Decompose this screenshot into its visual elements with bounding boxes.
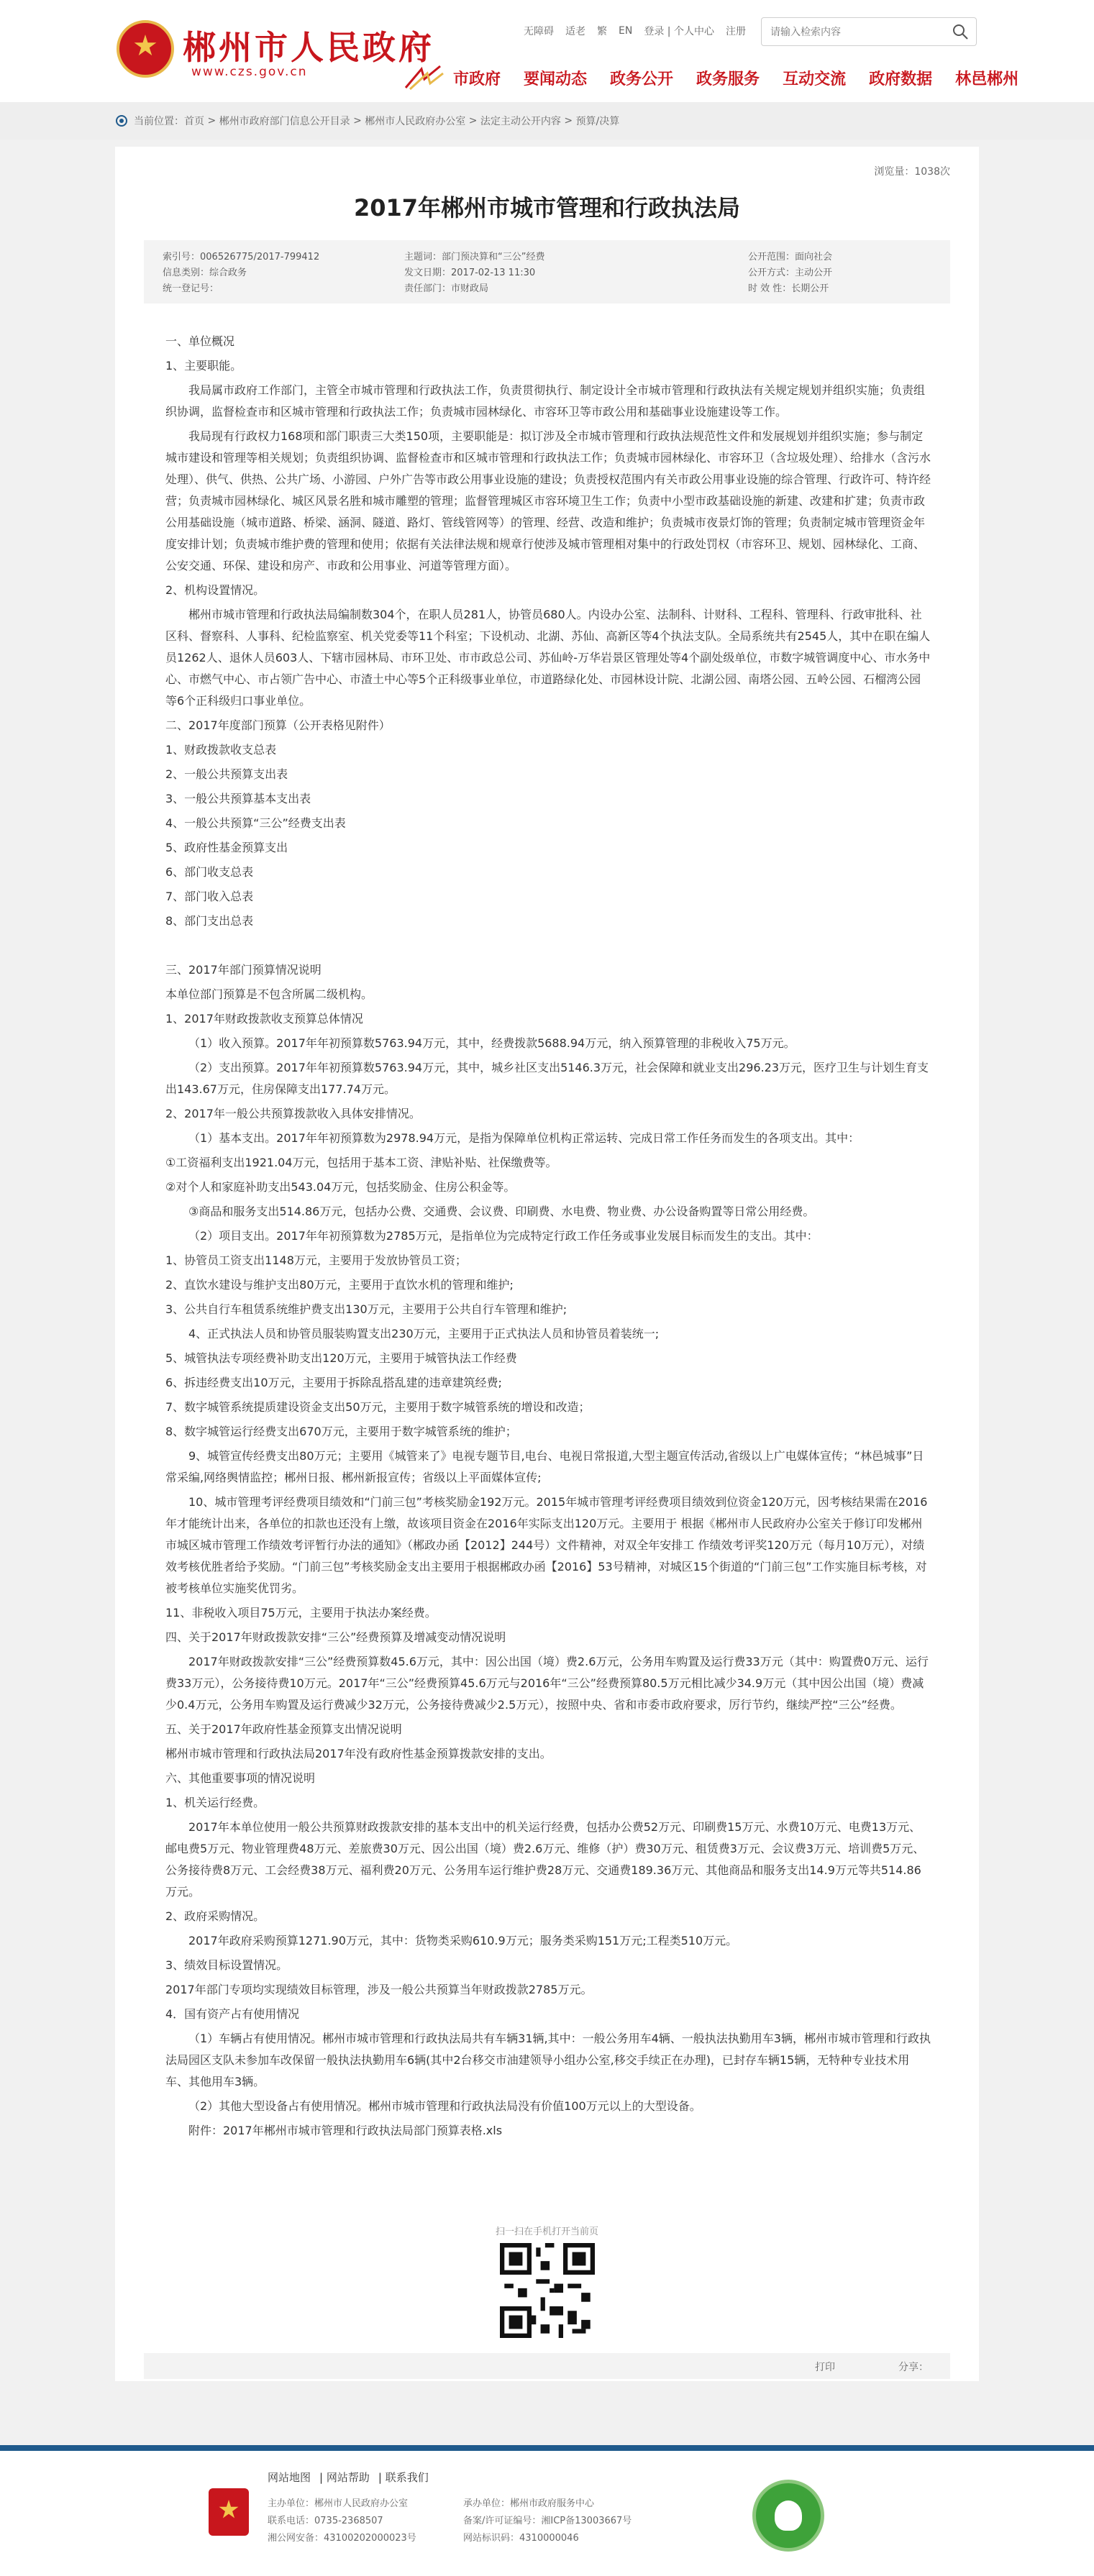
meta-scope: 公开范围：面向社会 bbox=[748, 252, 833, 262]
article-paragraph: 我局现有行政权力168项和部门职责三大类150项，主要职能是：拟订涉及全市城市管理和行政执法规范性文件和发展规划并组织实施；参与制定城市建设和管理等相关规划；负责组织协调、监督检查市和区城市管理和行政执法工作；负责城市园林绿化、市容环卫（含垃圾处理）、给排水（含污水处理）、供气、供热、公共广场、小游园、户外广告等市政公用事业设施的建设；负责授权范围内有关市政公用事业设施的综合管理、行政许可、特许经营；负责城市园林绿化、城区风景名胜和城市雕塑的管理；监督管理城区市容环境卫生工作；负责中小型市政基础设施的新建、改建和扩建；负责市政公用基础设施（城市道路、桥梁、涵洞、隧道、路灯、管线管网等）的管理、经营、改造和维护；负责城市夜景灯饰的管理；负责制定城市管理资金年度安排计划；负责城市维护费的管理和使用；依据有关法律法规和规章行使涉及城市管理相对集中的行政处罚权（市容环卫、规划、园林绿化、工商、公安交通、环保、建设和房产、市政和公用事业、河道等管理方面）。 bbox=[165, 429, 931, 572]
accessibility-link[interactable]: 无障碍 bbox=[524, 26, 554, 37]
article-paragraph: 1、2017年财政拨款收支预算总体情况 bbox=[165, 1012, 363, 1026]
footer-security-record: 湘公网安备：43100202000023号 bbox=[268, 2533, 416, 2544]
print-button[interactable]: 打印 bbox=[815, 2362, 835, 2373]
main-nav bbox=[403, 63, 1041, 92]
article-paragraph: 2、直饮水建设与维护支出80万元，主要用于直饮水机的管理和维护; bbox=[165, 1278, 514, 1292]
party-government-badge-icon[interactable] bbox=[209, 2488, 249, 2536]
footer-phone: 联系电话：0735-2368507 bbox=[268, 2516, 383, 2526]
article-paragraph: 2017年政府采购预算1271.90万元，其中：货物类采购610.9万元；服务类采购151万元;工程类510万元。 bbox=[188, 1934, 738, 1947]
article-paragraph: 我局属市政府工作部门，主管全市城市管理和行政执法工作，负责贯彻执行、制定设计全市城市管理和行政执法有关规定规划并组织实施；负责组织协调，监督检查市和区城市管理和行政执法工作；负责城市园林绿化、市容环卫等市政公用和基础事业设施建设等工作。 bbox=[165, 383, 926, 419]
article-paragraph: 1、机关运行经费。 bbox=[165, 1796, 265, 1809]
footer-sponsor: 主办单位：郴州市人民政府办公室 bbox=[268, 2498, 409, 2509]
view-count: 浏览量：1038次 bbox=[874, 166, 950, 178]
article-paragraph: 2017年财政拨款安排“三公”经费预算数45.6万元，其中：因公出国（境）费2.6万元，公务用车购置及运行费33万元（其中：购置费0万元、运行费33万元），公务接待费10万元。2017年“三公”经费预算45.6万元与2016年“三公”经费预算80.5万元相比减少34.9万元（其中因公出国（境）费减少0.4万元，公务用车购置及运行费减少32万元，公务接待费减少2.5万元），按照中央、省和市委市政府要求，厉行节约，继续严控“三公”经费。 bbox=[165, 1655, 929, 1712]
traditional-chinese-link[interactable]: 繁 bbox=[597, 26, 607, 37]
article-paragraph: 五、关于2017年政府性基金预算支出情况说明 bbox=[165, 1722, 402, 1736]
article-paragraph: （1）收入预算。2017年年初预算数5763.94万元，其中，经费拨款5688.94万元，纳入预算管理的非税收入75万元。 bbox=[188, 1036, 796, 1050]
breadcrumb-label: 当前位置： bbox=[134, 116, 184, 127]
article-paragraph: 2017年部门专项均实现绩效目标管理，涉及一般公共预算当年财政拨款2785万元。 bbox=[165, 1983, 593, 1996]
article-paragraph: （1）车辆占有使用情况。郴州市城市管理和行政执法局共有车辆31辆,其中：一般公务用车4辆、一般执法执勤用车3辆，郴州市城市管理和行政执法局园区支队未参加车改保留一般执法执勤用车6辆(其中2台移交市油建领导小组办公室,移交手续正在办理)，已封存车辆15辆，无特种专业技术用车、其他用车3辆。 bbox=[165, 2032, 931, 2088]
location-icon bbox=[115, 114, 128, 127]
article-paragraph: 本单位部门预算是不包含所属二级机构。 bbox=[165, 987, 373, 1001]
meta-method: 公开方式：主动公开 bbox=[748, 268, 833, 278]
footer-info-left bbox=[268, 2495, 416, 2547]
register-link[interactable]: 注册 bbox=[725, 26, 746, 37]
article-paragraph: 4、一般公共预算“三公”经费支出表 bbox=[165, 816, 346, 830]
nav-linyi-chenzhou[interactable]: 林邑郴州 bbox=[955, 70, 1019, 88]
footer-contact-link[interactable]: 联系我们 bbox=[385, 2471, 429, 2484]
article-paragraph: 1、协管员工资支出1148万元，主要用于发放协管员工资； bbox=[165, 1253, 467, 1267]
article-paragraph: 1、主要职能。 bbox=[165, 359, 242, 373]
site-name: 郴州市人民政府 bbox=[183, 28, 434, 67]
website-seal-icon[interactable] bbox=[752, 2480, 824, 2552]
nav-interaction[interactable]: 互动交流 bbox=[783, 70, 847, 88]
meta-validity: 时 效 性：长期公开 bbox=[748, 283, 829, 294]
footer-site-code: 网站标识码：4310000046 bbox=[463, 2533, 579, 2544]
article-paragraph: 郴州市城市管理和行政执法局2017年没有政府性基金预算拨款安排的支出。 bbox=[165, 1747, 552, 1760]
article-paragraph: 11、非税收入项目75万元，主要用于执法办案经费。 bbox=[165, 1606, 437, 1620]
qr-code-icon bbox=[500, 2243, 595, 2338]
article-paragraph: 6、拆违经费支出10万元，主要用于拆除乱搭乱建的违章建筑经费; bbox=[165, 1376, 502, 1389]
breadcrumb-budget[interactable]: 预算/决算 bbox=[575, 116, 620, 127]
nav-services[interactable]: 政务服务 bbox=[696, 70, 760, 88]
breadcrumb: 当前位置： 首页 > 郴州市政府部门信息公开目录 > 郴州市人民政府办公室 > 法定主动公开内容 > 预算/决算 bbox=[115, 114, 619, 128]
meta-category: 信息类别：综合政务 bbox=[163, 268, 247, 278]
article-paragraph: 六、其他重要事项的情况说明 bbox=[165, 1771, 316, 1785]
search-input[interactable] bbox=[770, 24, 943, 41]
qr-area bbox=[115, 2224, 979, 2341]
article-paragraph: 2、一般公共预算支出表 bbox=[165, 767, 288, 781]
footer-links: 网站地图 | 网站帮助 | 联系我们 bbox=[268, 2471, 429, 2484]
article-paragraph: 一、单位概况 bbox=[165, 334, 235, 348]
login-link[interactable]: 登录 | 个人中心 bbox=[644, 26, 714, 37]
top-toolbar bbox=[518, 20, 752, 42]
breadcrumb-home[interactable]: 首页 bbox=[184, 116, 204, 127]
site-logo[interactable] bbox=[117, 19, 434, 83]
article-body bbox=[165, 331, 932, 2145]
elderly-mode-link[interactable]: 适老 bbox=[565, 26, 585, 37]
search-box bbox=[761, 17, 977, 46]
article-paragraph: ①工资福利支出1921.04万元，包括用于基本工资、津贴补贴、社保缴费等。 bbox=[165, 1156, 557, 1169]
nav-news[interactable]: 要闻动态 bbox=[524, 70, 588, 88]
breadcrumb-directory[interactable]: 郴州市政府部门信息公开目录 bbox=[219, 116, 350, 127]
meta-date: 发文日期：2017-02-13 11:30 bbox=[404, 268, 536, 278]
footer-icp: 备案/许可证编号：湘ICP备13003667号 bbox=[463, 2516, 632, 2526]
english-link[interactable]: EN bbox=[619, 25, 633, 37]
article-paragraph: 3、一般公共预算基本支出表 bbox=[165, 792, 311, 805]
article-card bbox=[115, 147, 979, 2381]
share-label[interactable]: 分享： bbox=[898, 2362, 929, 2373]
decorative-spark-icon bbox=[403, 63, 446, 92]
article-paragraph: 3、公共自行车租赁系统维护费支出130万元，主要用于公共自行车管理和维护; bbox=[165, 1302, 567, 1316]
article-paragraph: （1）基本支出。2017年年初预算数为2978.94万元，是指为保障单位机构正常运转、完成日常工作任务而发生的各项支出。其中： bbox=[188, 1131, 860, 1145]
search-icon[interactable] bbox=[952, 23, 969, 40]
article-paragraph: ③商品和服务支出514.86万元，包括办公费、交通费、会议费、印刷费、水电费、物业费、办公设备购置等日常公用经费。 bbox=[188, 1205, 815, 1218]
footer-sitemap-link[interactable]: 网站地图 bbox=[268, 2471, 311, 2484]
article-paragraph: 8、部门支出总表 bbox=[165, 914, 254, 928]
article-meta bbox=[144, 240, 950, 303]
article-paragraph: 1、财政拨款收支总表 bbox=[165, 743, 277, 757]
article-paragraph: 二、2017年度部门预算（公开表格见附件） bbox=[165, 718, 391, 732]
article-paragraph: 4、正式执法人员和协管员服装购置支出230万元，主要用于正式执法人员和协管员着装统一; bbox=[188, 1327, 660, 1340]
article-paragraph: 6、部门收支总表 bbox=[165, 865, 254, 879]
qr-caption: 扫一扫在手机打开当前页 bbox=[495, 2226, 598, 2237]
national-emblem-icon bbox=[117, 20, 174, 78]
breadcrumb-public-content[interactable]: 法定主动公开内容 bbox=[480, 116, 561, 127]
article-title: 2017年郴州市城市管理和行政执法局 bbox=[353, 194, 741, 221]
top-header bbox=[0, 0, 1094, 102]
article-paragraph: 2017年本单位使用一般公共预算财政拨款安排的基本支出中的机关运行经费，包括办公费52万元、印刷费15万元、水费10万元、电费13万元、邮电费5万元、物业管理费48万元、差旅费30万元、因公出国（境）费2.6万元、维修（护）费30万元、租赁费3万元、会议费3万元、培训费5万元、公务接待费8万元、工会经费38万元、福利费20万元、公务用车运行维护费28万元、交通费189.36万元、其他商品和服务支出14.9万元等共514.86万元。 bbox=[165, 1820, 925, 1899]
article-paragraph bbox=[165, 935, 932, 956]
article-paragraph: 8、数字城管运行经费支出670万元，主要用于数字城管系统的维护； bbox=[165, 1425, 517, 1438]
meta-keywords: 主题词：部门预决算和“三公”经费 bbox=[404, 252, 545, 262]
meta-registration: 统一登记号： bbox=[163, 283, 219, 294]
article-paragraph: 2、机构设置情况。 bbox=[165, 583, 265, 597]
footer-info-right bbox=[463, 2495, 632, 2547]
article-paragraph: 4．国有资产占有使用情况 bbox=[165, 2007, 300, 2021]
article-paragraph: 四、关于2017年财政拨款安排“三公”经费预算及增减变动情况说明 bbox=[165, 1630, 506, 1644]
article-paragraph: 7、部门收入总表 bbox=[165, 890, 254, 903]
article-paragraph: 7、数字城管系统提质建设资金支出50万元，主要用于数字城管系统的增设和改造； bbox=[165, 1400, 591, 1414]
footer-help-link[interactable]: 网站帮助 bbox=[326, 2471, 370, 2484]
article-paragraph: 10、城市管理考评经费项目绩效和“门前三包”考核奖励金192万元。2015年城市管理考评经费项目绩效到位资金120万元，因考核结果需在2016年才能统计出来，各单位的扣款也还没有上缴，故该项目资金在2016年实际支出120万元。主要用于 根据《郴州市人民政府办公室关于修订印发郴州市城区城市管理工作绩效考评暂行办法的通知》（郴政办函【2012】244号）文件精神，对双全年安排工 作绩效考评奖120万元（每月10万元），对绩效考核优胜者给予奖励。“门前三包”考核奖励金支出主要用于根据郴政办函【2016】53号精神，对城区15个街道的“门前三包”工作实施目标考核，对被考核单位实施奖优罚劣。 bbox=[165, 1495, 928, 1595]
breadcrumb-bar bbox=[0, 102, 1094, 140]
meta-index-number: 索引号：006526775/2017-799412 bbox=[163, 252, 320, 262]
site-url: www.czs.gov.cn bbox=[191, 65, 308, 79]
article-paragraph: 2、2017年一般公共预算拨款收入具体安排情况。 bbox=[165, 1107, 421, 1120]
breadcrumb-office[interactable]: 郴州市人民政府办公室 bbox=[365, 116, 466, 127]
nav-government-data[interactable]: 政府数据 bbox=[869, 70, 933, 88]
article-paragraph: 2、政府采购情况。 bbox=[165, 1909, 265, 1923]
footer bbox=[0, 2445, 1094, 2576]
attachment-link[interactable]: 附件：2017年郴州市城市管理和行政执法局部门预算表格.xls bbox=[188, 2124, 503, 2137]
article-paragraph: ②对个人和家庭补助支出543.04万元，包括奖励金、住房公积金等。 bbox=[165, 1180, 516, 1194]
print-share-bar bbox=[144, 2353, 950, 2379]
article-paragraph: 三、2017年部门预算情况说明 bbox=[165, 963, 322, 977]
footer-organizer: 承办单位：郴州市政府服务中心 bbox=[463, 2498, 595, 2509]
article-paragraph: 5、政府性基金预算支出 bbox=[165, 841, 288, 854]
meta-department: 责任部门：市财政局 bbox=[404, 283, 489, 294]
article-paragraph: （2）支出预算。2017年年初预算数5763.94万元，其中，城乡社区支出5146.3万元，社会保障和就业支出296.23万元，医疗卫生与计划生育支出143.67万元，住房保障支出177.74万元。 bbox=[165, 1061, 929, 1096]
article-paragraph: 郴州市城市管理和行政执法局编制数304个，在职人员281人，协管员680人。内设办公室、法制科、计财科、工程科、管理科、行政审批科、社区科、督察科、人事科、纪检监察室、机关党委等11个科室；下设机动、北湖、苏仙、高新区等4个执法支队。全局系统共有2545人，其中在职在编人员1262人、退休人员603人、下辖市园林局、市环卫处、市市政总公司、苏仙岭-万华岩景区管理处等4个副处级单位，市数字城管调度中心、市水务中心、市燃气中心、市占领广告中心、市渣土中心等5个正科级事业单位，市道路绿化处、市园林设计院、北湖公园、南塔公园、五岭公园、石榴湾公园等6个正科级归口事业单位。 bbox=[165, 608, 931, 708]
article-paragraph: 9、城管宣传经费支出80万元；主要用《城管来了》电视专题节目,电台、电视日常报道,大型主题宣传活动,省级以上广电媒体宣传；“林邑城事”日常采编,网络舆情监控；郴州日报、郴州新报宣传；省级以上平面媒体宣传; bbox=[165, 1449, 924, 1484]
article-paragraph: 5、城管执法专项经费补助支出120万元，主要用于城管执法工作经费 bbox=[165, 1351, 517, 1365]
nav-government-affairs[interactable]: 政务公开 bbox=[610, 70, 674, 88]
article-paragraph: （2）项目支出。2017年年初预算数为2785万元，是指单位为完成特定行政工作任务或事业发展目标而发生的支出。其中： bbox=[188, 1229, 819, 1243]
article-paragraph: （2）其他大型设备占有使用情况。郴州市城市管理和行政执法局没有价值100万元以上的大型设备。 bbox=[188, 2099, 701, 2113]
article-paragraph: 3、绩效目标设置情况。 bbox=[165, 1958, 288, 1972]
nav-city-government[interactable]: 市政府 bbox=[453, 70, 501, 88]
